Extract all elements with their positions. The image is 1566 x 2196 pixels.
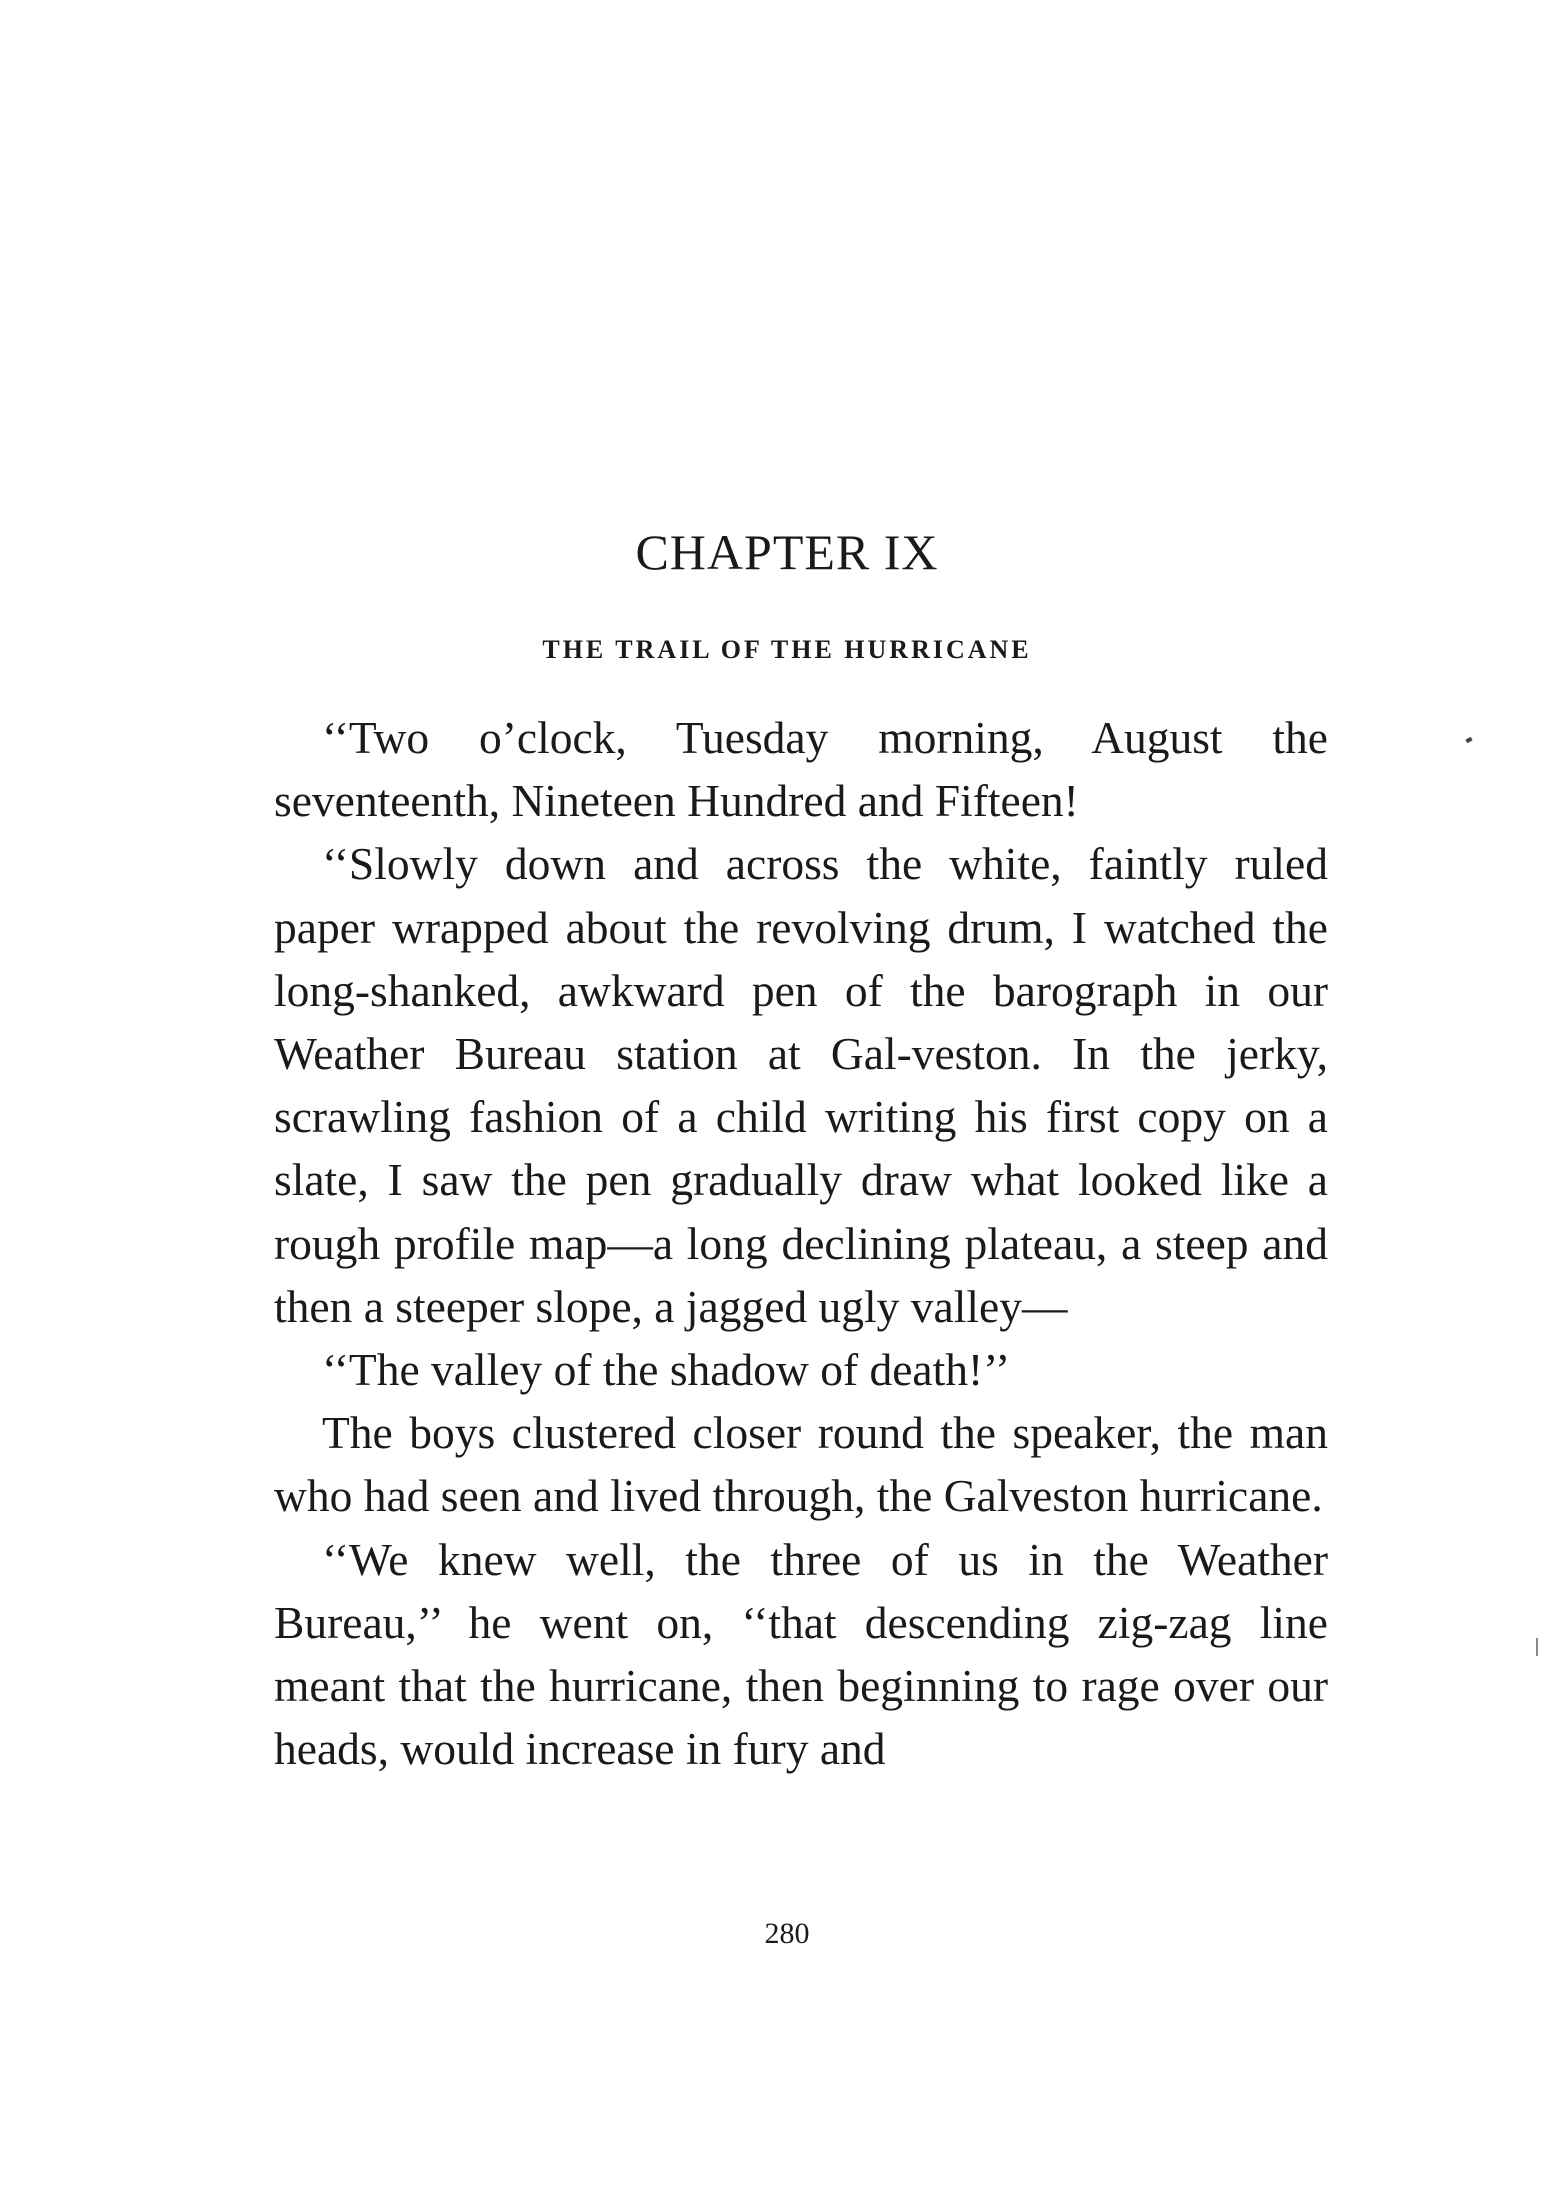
chapter-subtitle: THE TRAIL OF THE HURRICANE bbox=[542, 635, 1032, 664]
paragraph: The boys clustered closer round the speaker, the man who had seen and lived through, the Galveston hurricane. bbox=[274, 1407, 1328, 1522]
body-text bbox=[274, 706, 1328, 1780]
paragraph: ‘‘The valley of the shadow of death!’’ bbox=[322, 1344, 1011, 1396]
paragraph: ‘‘Slowly down and across the white, faintly ruled paper wrapped about the revolving drum, I watched the long-shanked, awkward pen of the barograph in our Weather Bureau station at Gal-veston. In the jerky, scrawling fashion of a child writing his first copy on a slate, I saw the pen gradually draw what looked like a rough profile map—a long declining plateau, a steep and then a steeper slope, a jagged ugly valley— bbox=[274, 838, 1328, 1332]
page-number: 280 bbox=[764, 1917, 810, 1950]
paragraph: ‘‘Two o’clock, Tuesday morning, August the seventeenth, Nineteen Hundred and Fifteen! bbox=[274, 712, 1328, 827]
margin-speck bbox=[1465, 737, 1472, 743]
paragraph: ‘‘We knew well, the three of us in the Weather Bureau,’’ he went on, ‘‘that descending zig-zag line meant that the hurricane, then beginning to rage over our heads, would increase in fury and bbox=[274, 1533, 1328, 1775]
margin-speck bbox=[1536, 1638, 1538, 1656]
chapter-heading: CHAPTER IX bbox=[635, 524, 939, 580]
